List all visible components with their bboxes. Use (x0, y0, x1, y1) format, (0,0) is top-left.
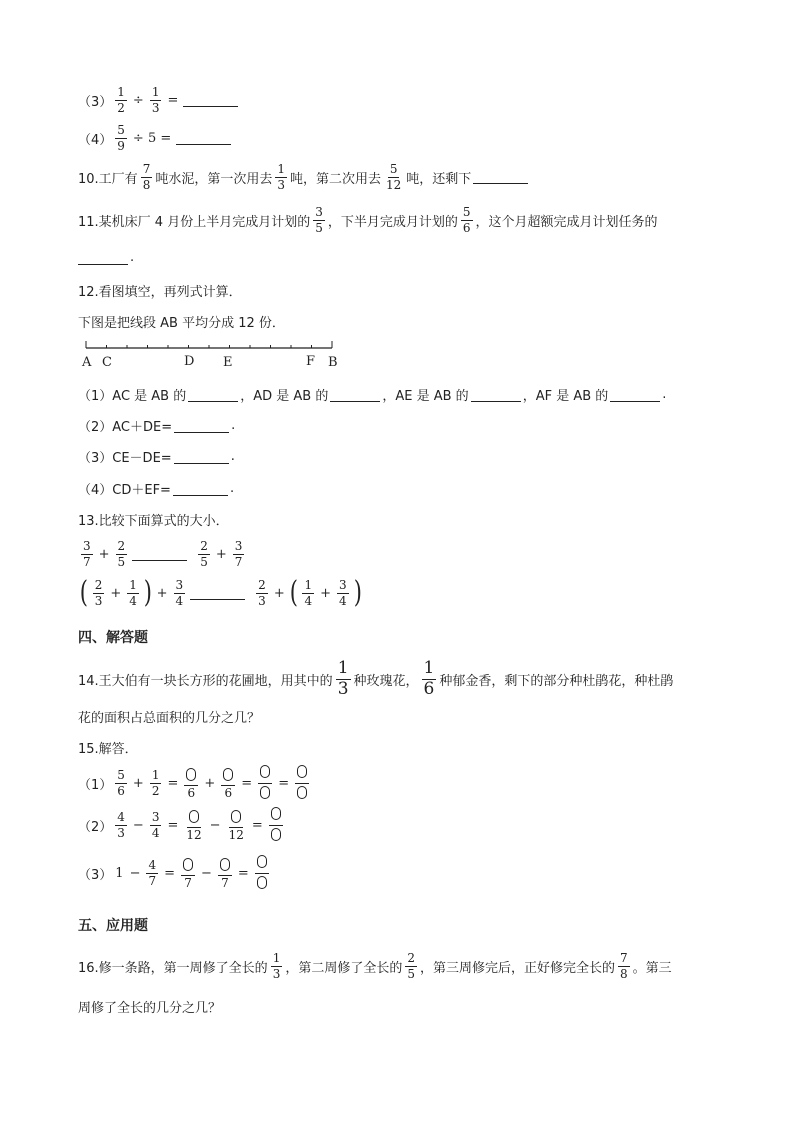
point-label-f: F (306, 354, 316, 369)
answer-blank[interactable] (78, 263, 128, 265)
point-label-c: C (102, 355, 112, 370)
fraction: $\frac{1}{3}$ (277, 162, 285, 192)
question-15-title: 15.解答． (78, 742, 138, 757)
q15-part2: （2） $\frac{4}{3}$ − $\frac{3}{4}$ = 12 − 12 = (78, 806, 286, 844)
numerator-box[interactable] (186, 768, 196, 781)
fraction-blank: 6 (221, 767, 235, 800)
fraction: $\frac{5}{6}$ (117, 768, 125, 798)
question-12-description: 下图是把线段 AB 平均分成 12 份． (78, 316, 285, 331)
fraction: $\frac{1}{3}$ (272, 951, 281, 981)
answer-blank[interactable] (188, 400, 238, 402)
q13-row2: ( $\frac{2}{3}$ + $\frac{1}{4}$ ) + $\frac{3}{4}$ $\frac{2}{3}$ + ( $\frac{1}{4}$ + $\frac{3}{4}$ ) (79, 575, 362, 610)
fraction: $\frac{3}{4}$ (175, 577, 184, 608)
fraction: $\frac{3}{7}$ (234, 539, 243, 569)
answer-blank[interactable] (183, 105, 238, 107)
answer-blank[interactable] (174, 431, 229, 433)
fraction-blank (255, 854, 269, 892)
section-heading-5: 五、应用题 (78, 918, 148, 934)
segment-ab-diagram (80, 338, 340, 354)
point-label-a: A (82, 355, 92, 370)
fraction-blank (295, 764, 309, 802)
q12-part1: （1） AC 是 AB 的 ，AD 是 AB 的 ，AE 是 AB 的 ，AF 是 AB 的 . (78, 387, 667, 404)
answer-blank[interactable] (471, 400, 521, 402)
fraction-blank: 12 (227, 809, 246, 842)
q15-part1: （1） $\frac{5}{6}$ + $\frac{1}{2}$ = 6 + 6 = = (78, 764, 312, 802)
numerator-box[interactable] (223, 768, 233, 781)
question-11-answer: . (78, 250, 134, 265)
fraction: $\frac{1}{3}$ (337, 658, 349, 699)
fraction: $\frac{4}{7}$ (148, 858, 157, 888)
answer-blank[interactable] (610, 400, 660, 402)
fraction: $\frac{1}{6}$ (423, 658, 435, 699)
point-label-e: E (223, 355, 233, 370)
fraction: $\frac{5}{12}$ (386, 162, 402, 192)
fraction: $\frac{5}{6}$ (462, 205, 471, 235)
fraction: $\frac{1}{2}$ (117, 85, 125, 115)
fraction: $\frac{4}{3}$ (117, 810, 125, 840)
fraction: $\frac{3}{4}$ (151, 810, 160, 840)
answer-blank[interactable] (176, 143, 231, 145)
section-heading-4: 四、解答题 (78, 630, 148, 646)
fraction-blank: 12 (184, 809, 203, 842)
question-12-title: 12.看图填空，再列式计算． (78, 285, 242, 300)
question-14: 14.王大伯有一块长方形的花圃地，用其中的 $\frac{1}{3}$ 种玫瑰花， $\frac{1}{6}$ 种郁金香，剩下的部分种杜鹃花，种杜鹃 (78, 658, 674, 699)
fraction: $\frac{2}{5}$ (200, 539, 208, 569)
fraction-blank (258, 764, 272, 802)
q12-part3: （3）CE－DE= . (78, 449, 235, 466)
q15-part3: （3） 1 − $\frac{4}{7}$ = 7 − 7 = (78, 854, 272, 892)
fraction: $\frac{7}{8}$ (142, 162, 151, 192)
fraction-blank: 6 (184, 767, 198, 800)
fraction: $\frac{7}{8}$ (620, 951, 628, 981)
fraction: $\frac{2}{3}$ (94, 577, 103, 608)
answer-blank[interactable] (174, 462, 229, 464)
q13-row1: $\frac{3}{7}$ + $\frac{2}{5}$ $\frac{2}{5}$ + $\frac{3}{7}$ (83, 539, 243, 569)
fraction: $\frac{3}{5}$ (315, 205, 323, 235)
fraction: $\frac{5}{9}$ (117, 123, 125, 153)
fraction-blank: 7 (218, 857, 232, 890)
answer-blank[interactable] (330, 400, 380, 402)
compare-blank[interactable] (190, 598, 245, 600)
fraction: $\frac{1}{3}$ (151, 85, 160, 115)
question-13-title: 13.比较下面算式的大小． (78, 514, 229, 529)
fraction: $\frac{2}{5}$ (407, 951, 415, 981)
question-16: 16.修一条路，第一周修了全长的 $\frac{1}{3}$ ，第二周修了全长的 $\frac{2}{5}$ ，第三周修完后，正好修完全长的 $\frac{7}{8}$ 。第三 (78, 951, 672, 981)
q9-part4: （4） $\frac{5}{9}$ ÷ 5 = (78, 124, 233, 152)
fraction: $\frac{3}{4}$ (338, 577, 347, 608)
point-label-d: D (184, 354, 195, 369)
fraction: $\frac{1}{2}$ (151, 768, 160, 798)
point-label-b: B (328, 355, 338, 370)
fraction: $\frac{1}{4}$ (129, 577, 137, 608)
question-11: 11.某机床厂 4 月份上半月完成月计划的 $\frac{3}{5}$ ，下半月完成月计划的 $\frac{5}{6}$ ，这个月超额完成月计划任务的 (78, 205, 658, 235)
question-14-line2: 花的面积占总面积的几分之几？ (78, 711, 261, 726)
answer-blank[interactable] (473, 182, 528, 184)
question-16-line2: 周修了全长的几分之几？ (78, 1001, 222, 1016)
fraction-blank: 7 (181, 857, 195, 890)
answer-blank[interactable] (173, 494, 228, 496)
segment-ticks (86, 341, 332, 348)
fraction: $\frac{2}{3}$ (258, 577, 266, 608)
fraction: $\frac{2}{5}$ (117, 539, 126, 569)
q12-part2: （2）AC＋DE= . (78, 418, 236, 435)
fraction: $\frac{3}{7}$ (83, 539, 91, 569)
question-10: 10.工厂有 $\frac{7}{8}$ 吨水泥，第一次用去 $\frac{1}{3}$ 吨，第二次用去 $\frac{5}{12}$ 吨，还剩下 (78, 163, 530, 191)
q9-part3: （3） $\frac{1}{2}$ ÷ $\frac{1}{3}$ = (78, 86, 240, 114)
q12-part4: （4）CD＋EF= . (78, 481, 235, 498)
fraction-blank (269, 806, 283, 844)
fraction: $\frac{1}{4}$ (304, 577, 313, 608)
compare-blank[interactable] (132, 559, 187, 561)
